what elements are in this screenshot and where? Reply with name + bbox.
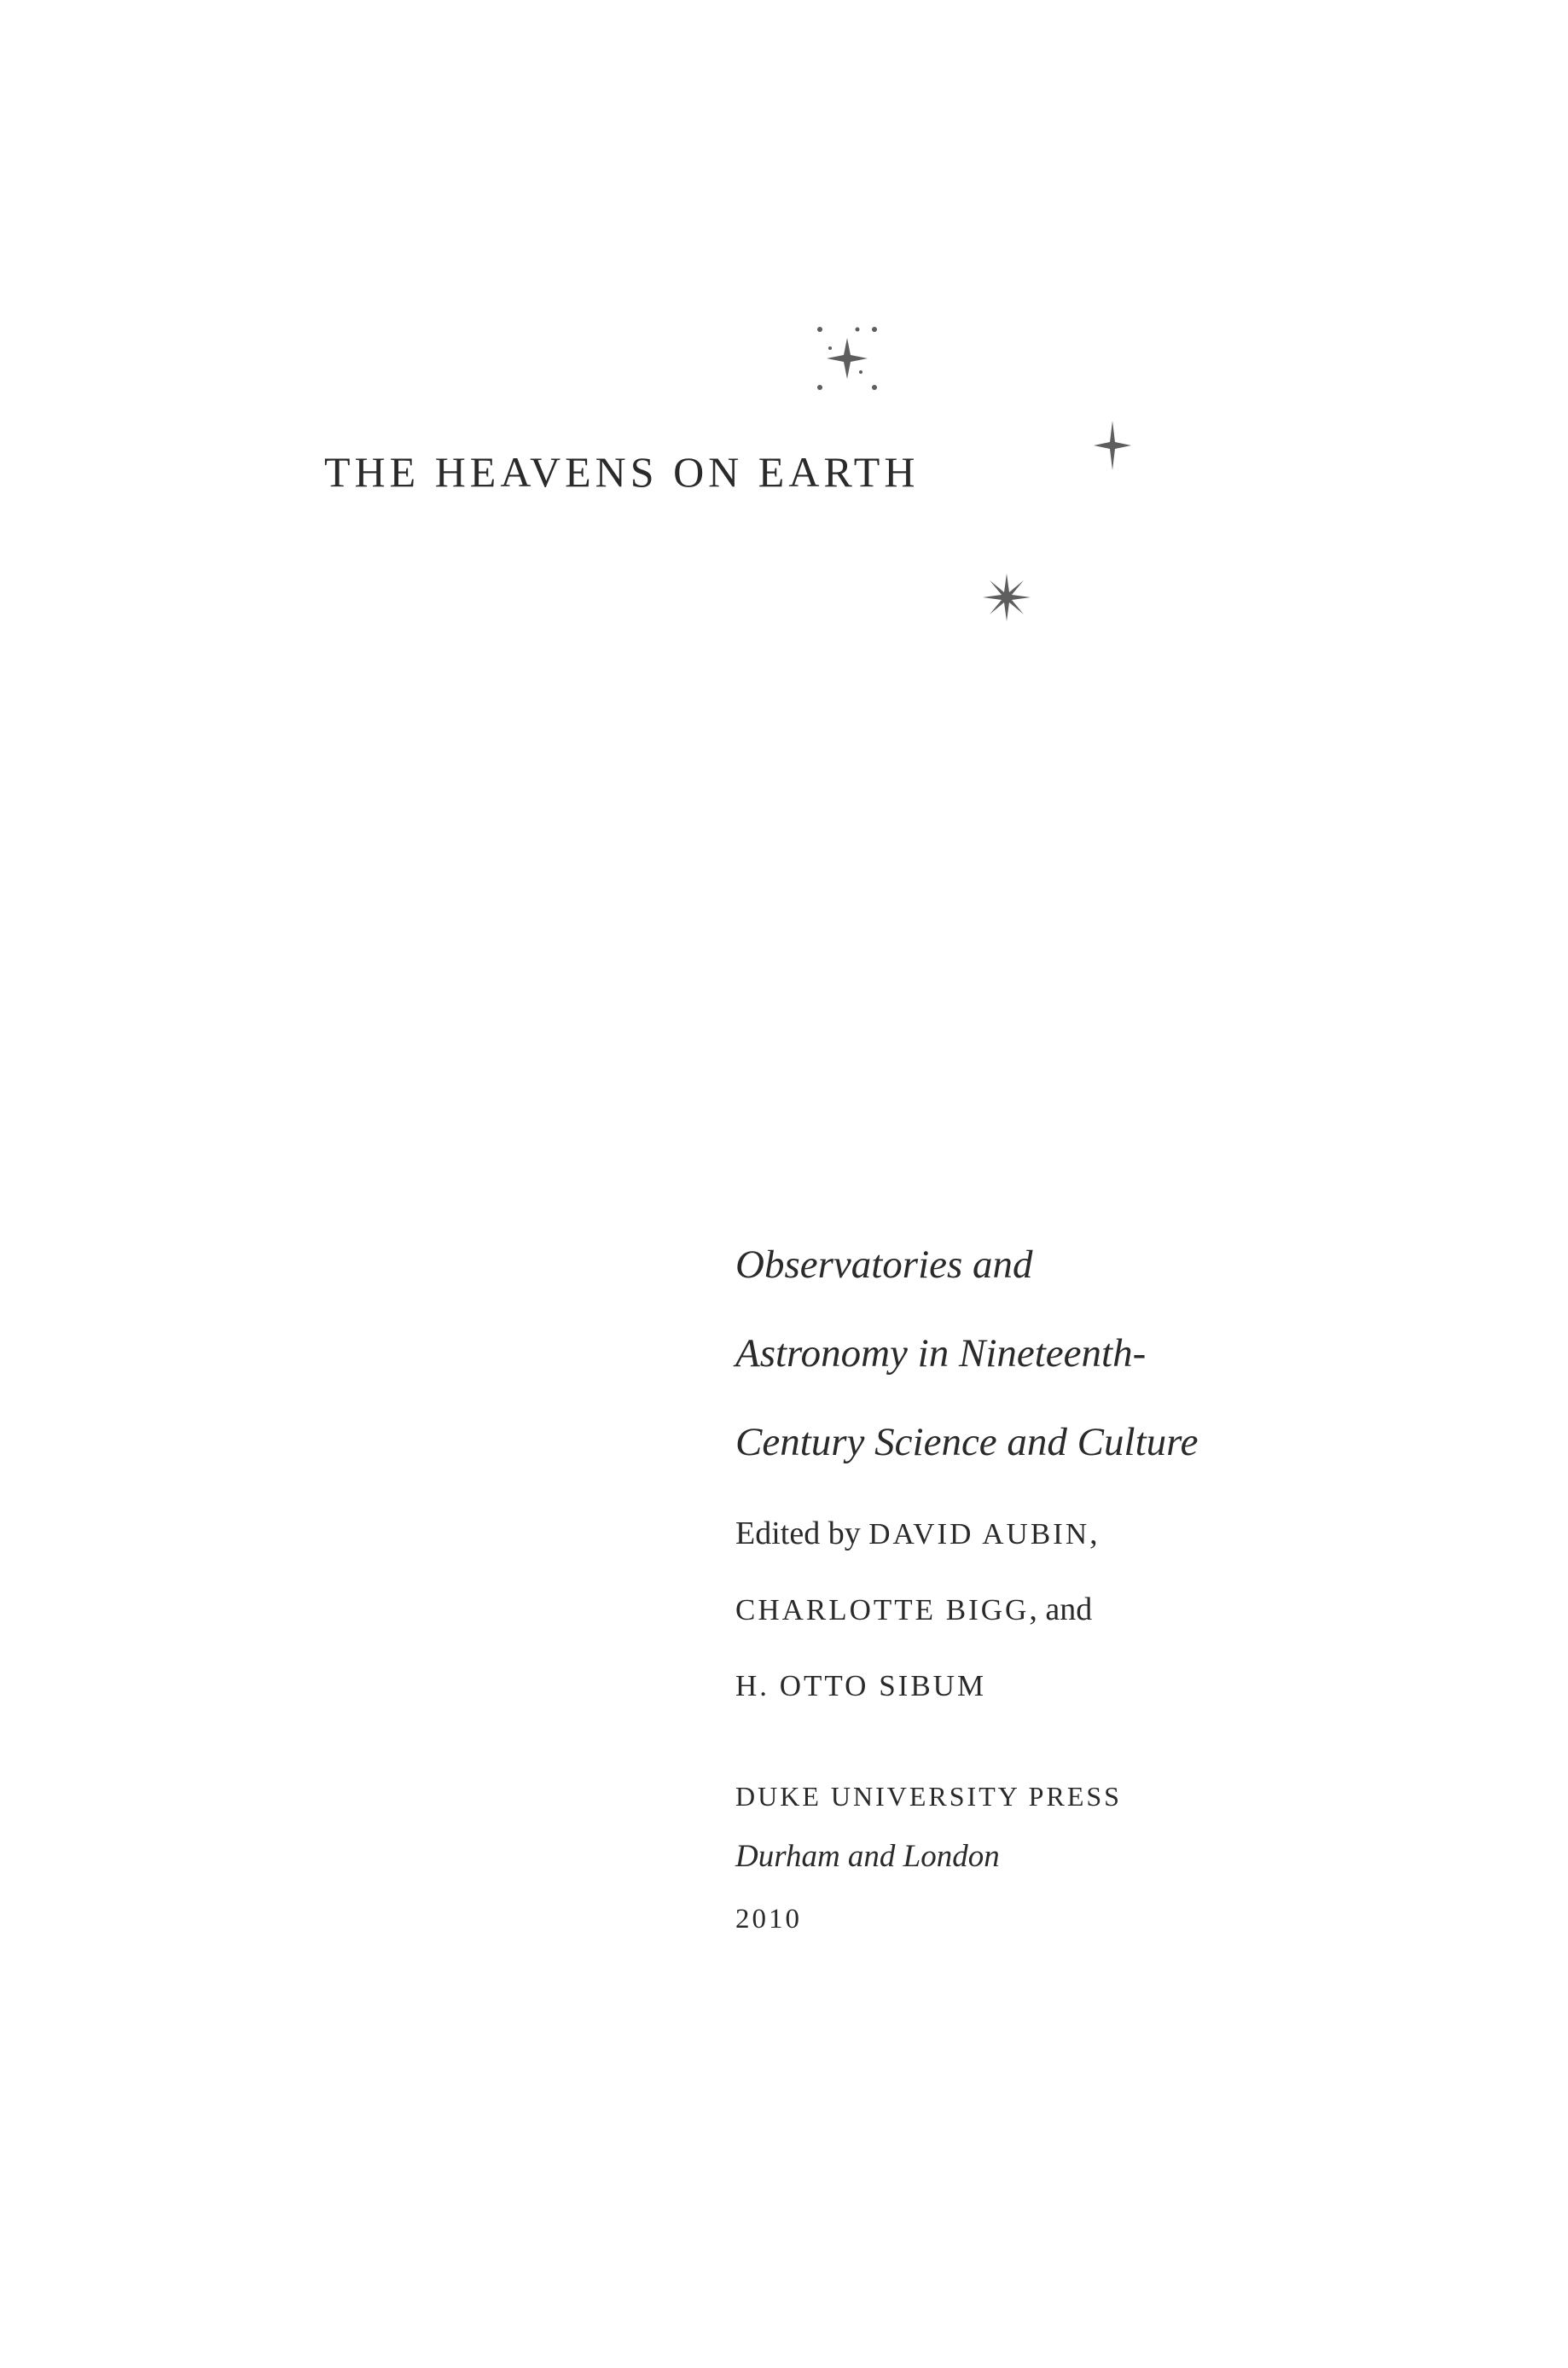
- editor-name-aubin: DAVID AUBIN: [868, 1517, 1090, 1551]
- star-cluster-icon: [815, 324, 880, 393]
- editor-separator: , and: [1029, 1591, 1093, 1627]
- editors-block: [735, 1496, 1503, 1724]
- four-point-star-icon: [1094, 421, 1131, 470]
- edited-by-label: Edited by: [735, 1516, 861, 1551]
- eight-point-star-icon: [983, 573, 1031, 621]
- editor-name-bigg: CHARLOTTE BIGG: [735, 1593, 1030, 1626]
- book-title: THE HEAVENS ON EARTH: [324, 448, 920, 496]
- publication-year: 2010: [735, 1904, 802, 1935]
- publisher-place: Durham and London: [735, 1839, 1000, 1874]
- editor-line-2: [735, 1572, 1503, 1648]
- publisher-name: DUKE UNIVERSITY PRESS: [735, 1781, 1122, 1812]
- editor-name-sibum: H. OTTO SIBUM: [735, 1669, 987, 1702]
- editor-separator: ,: [1089, 1516, 1098, 1551]
- publisher-block: [735, 1768, 1503, 1949]
- subtitle: [735, 1220, 1503, 1487]
- editor-line-3: [735, 1648, 1503, 1724]
- subtitle-line-2: Astronomy in Nineteenth-: [735, 1331, 1147, 1376]
- subtitle-line-1: Observatories and: [735, 1242, 1033, 1287]
- editor-line-1: [735, 1496, 1503, 1572]
- subtitle-line-3: Century Science and Culture: [735, 1420, 1199, 1464]
